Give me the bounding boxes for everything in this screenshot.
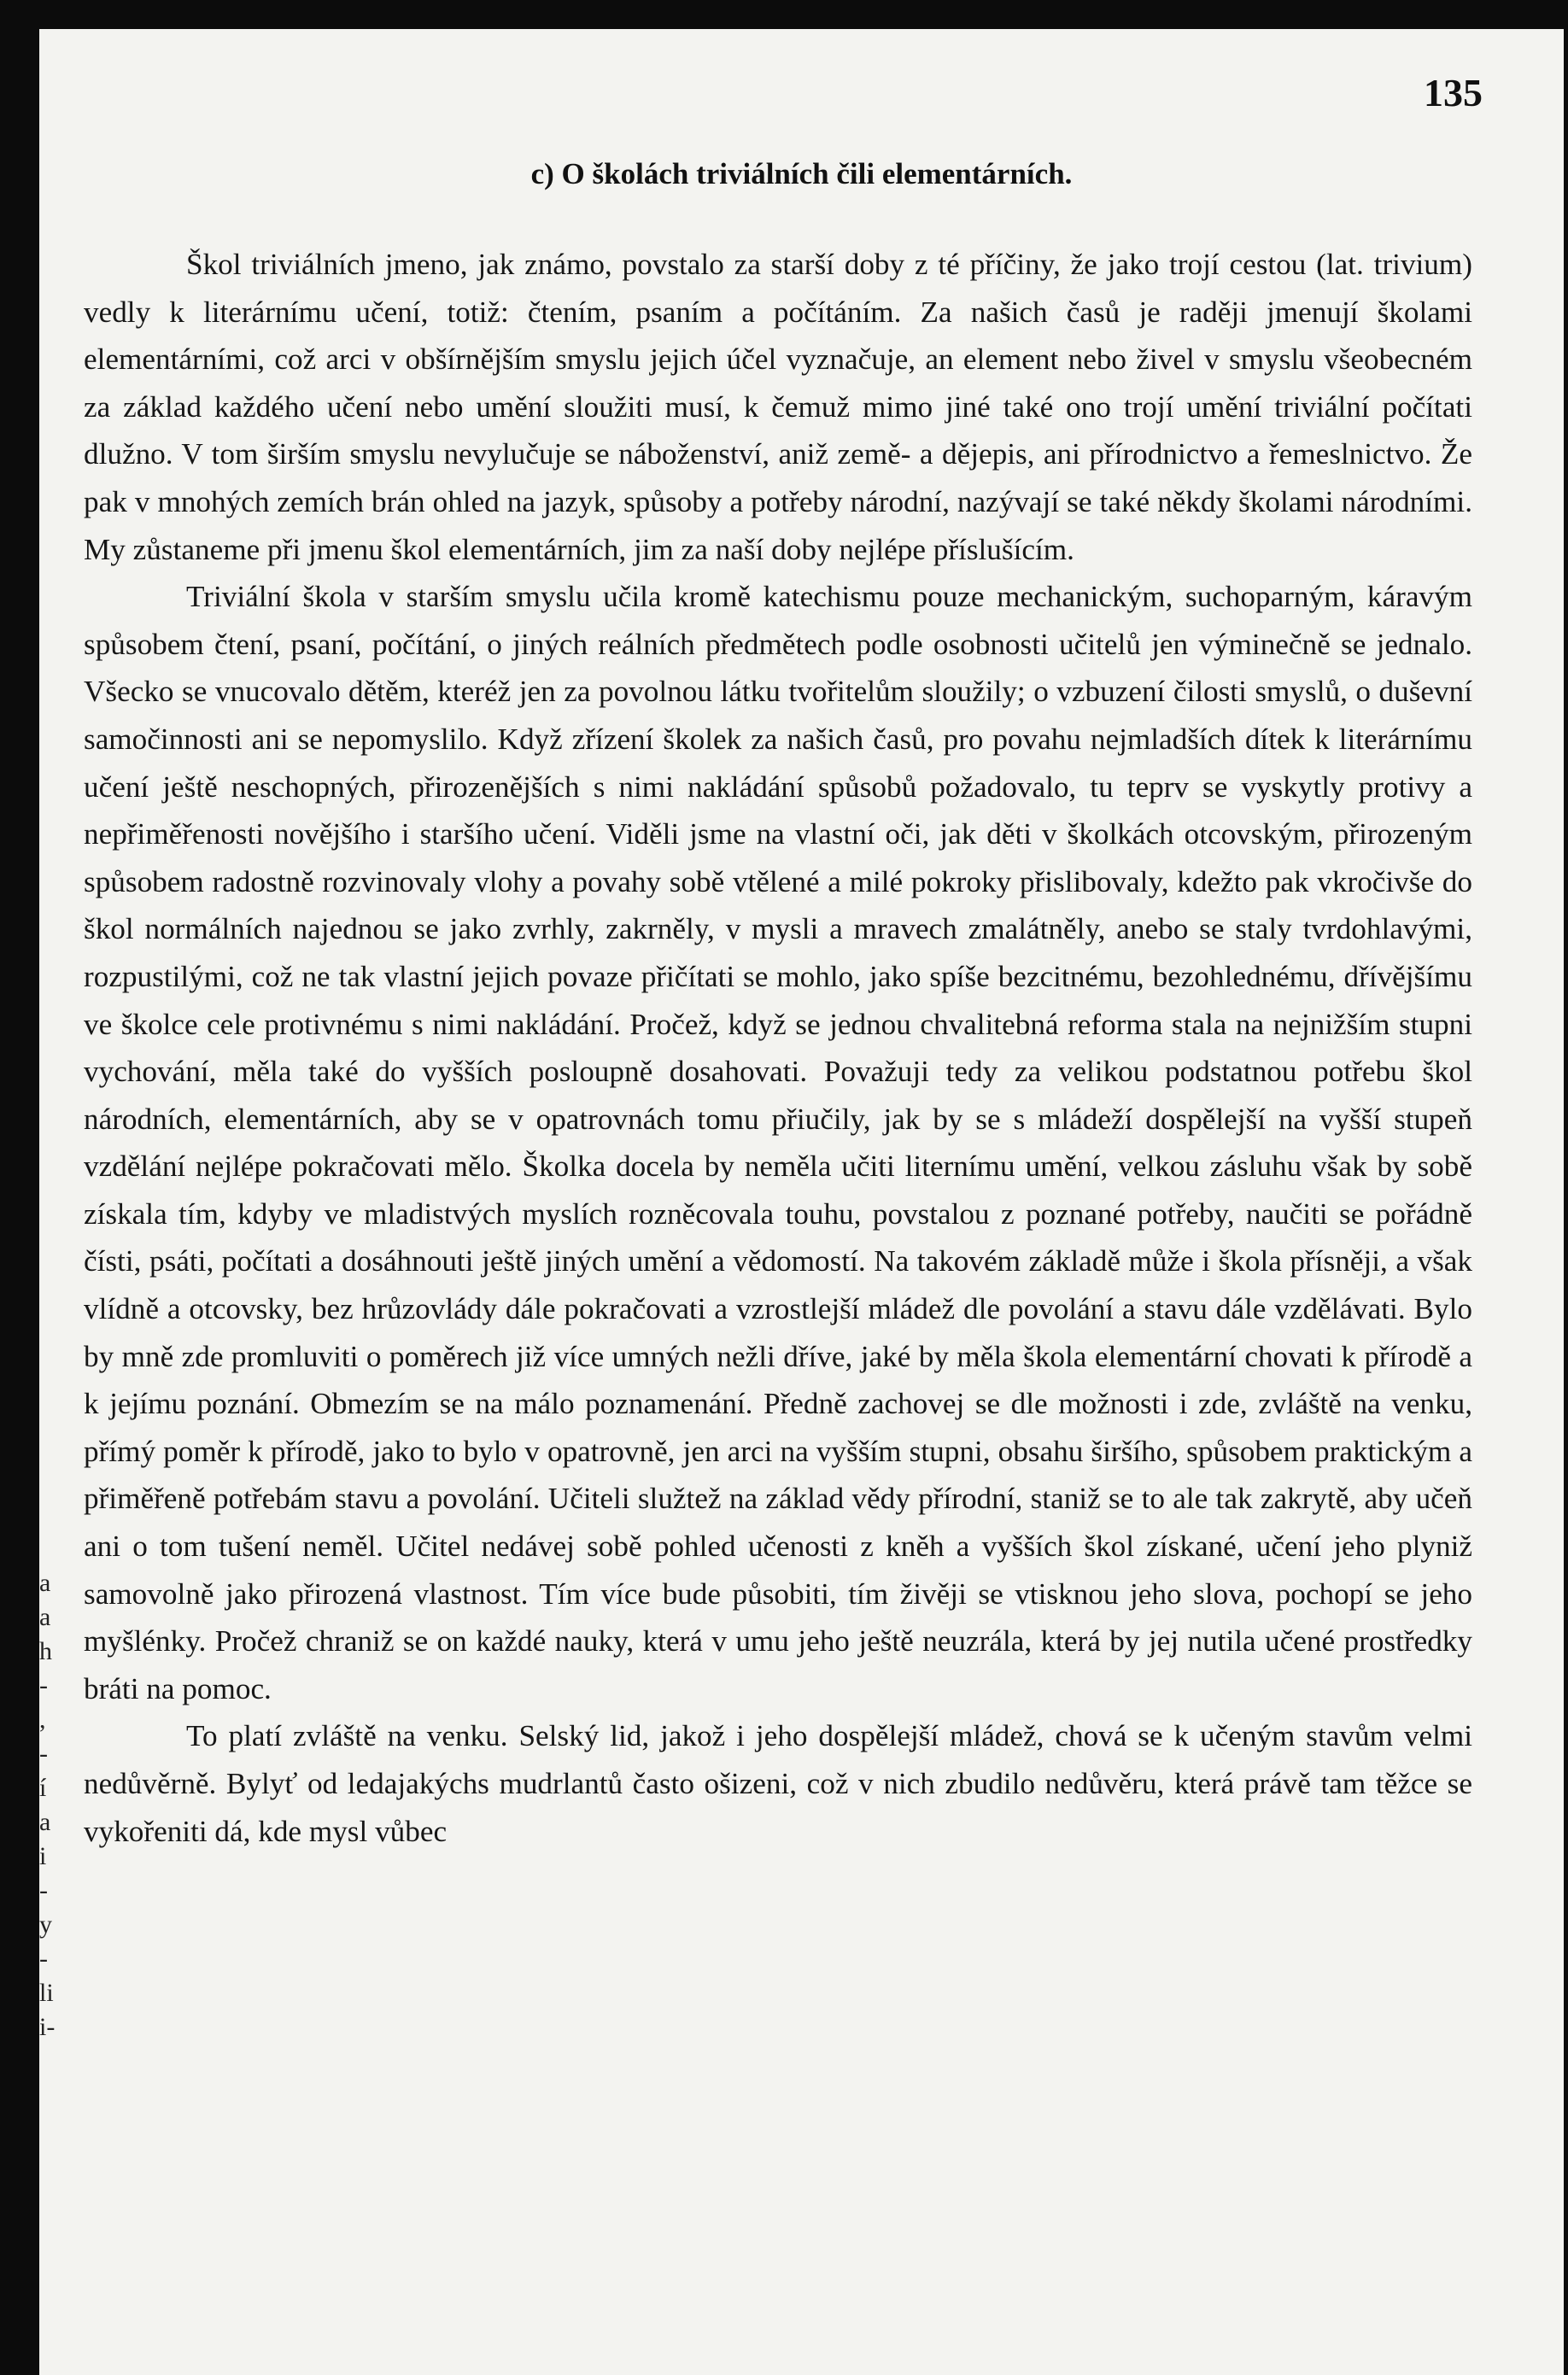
body-text <box>84 241 1472 1855</box>
margin-fragment: - <box>39 1945 48 1973</box>
margin-fragment: h <box>39 1637 52 1665</box>
page-number: 135 <box>1424 71 1483 114</box>
paragraph: To platí zvláště na venku. Selský lid, jakož i jeho dospělejší mládež, chová se k učeným stavům velmi nedůvěrně. Bylyť od ledajakýchs mudrlantů často ošizeni, což v nich zbudilo nedůvěru, která právě tam těžce se vykořeniti dá, kde mysl vůbec <box>84 1719 1472 1848</box>
book-page <box>39 29 1564 2375</box>
section-heading: c) O školách triviálních čili elementárních. <box>530 157 1073 190</box>
paragraph: Škol triviálních jmeno, jak známo, povstalo za starší doby z té příčiny, že jako trojí cestou (lat. trivium) vedly k literárnímu učení, totiž: čtením, psaním a počítáním. Za našich časů je raději jmenují školami elementárními, což arci v obšírnějším smyslu jejich účel vyznačuje, an element nebo živel v smyslu všeobecném za základ každého učení nebo umění sloužiti musí, k čemuž mimo jiné také ono trojí umění triviální počítati dlužno. V tom širším smyslu nevylučuje se náboženství, aniž země- a dějepis, ani přírodnictvo a řemeslnictvo. Že pak v mnohých zemích brán ohled na jazyk, spůsoby a potřeby národní, nazývají se také někdy školami národními. My zůstaneme při jmenu škol elementárních, jim za naší doby nejlépe příslušícím. <box>84 248 1472 566</box>
margin-fragment: , <box>39 1705 46 1734</box>
margin-fragment: - <box>39 1876 48 1904</box>
margin-fragment: a <box>39 1603 51 1631</box>
margin-fragment: í <box>39 1774 47 1802</box>
margin-fragment: li <box>39 1979 54 2007</box>
margin-fragment: i- <box>39 2013 56 2041</box>
margin-fragment: i <box>39 1842 47 1870</box>
margin-fragment: a <box>39 1808 51 1836</box>
margin-fragment: - <box>39 1671 48 1699</box>
margin-fragment: a <box>39 1569 51 1597</box>
margin-fragment: y <box>39 1910 52 1939</box>
left-margin-fragments <box>39 1566 58 2044</box>
margin-fragment: - <box>39 1740 48 1768</box>
paragraph: Triviální škola v starším smyslu učila kromě katechismu pouze mechanickým, suchoparným, káravým spůsobem čtení, psaní, počítání, o jiných reálních předmětech podle osobnosti učitelů jen výminečně se jednalo. Všecko se vnucovalo dětěm, kteréž jen za povolnou látku tvořitelům sloužily; o vzbuzení čilosti smyslů, o duševní samočinnosti ani se nepomyslilo. Když zřízení školek za našich časů, pro povahu nejmladších dítek k literárnímu učení ještě neschopných, přirozenějších s nimi nakládání spůsobů požadovalo, tu teprv se vyskytly protivy a nepřiměřenosti novějšího i staršího učení. Viděli jsme na vlastní oči, jak děti v školkách otcovským, přirozeným spůsobem radostně rozvinovaly vlohy a povahy sobě vtělené a milé pokroky přislibovaly, kdežto pak vkročivše do škol normálních najednou se jako zvrhly, zakrněly, v mysli a mravech zmalátněly, anebo se staly tvrdohlavými, rozpustilými, což ne tak vlastní jejich povaze přičítati se mohlo, jako spíše bezcitnému, bezohlednému, dřívějšímu ve školce cele protivnému s nimi nakládání. Pročež, když se jednou chvalitebná reforma stala na nejnižším stupni vychování, měla také do vyšších posloupně dosahovati. Považuji tedy za velikou podstatnou potřebu škol národních, elementárních, aby se v opatrovnách tomu přiučily, jak by se s mládeží dospělejší na vyšší stupeň vzdělání nejlépe pokračovati mělo. Školka docela by neměla učiti liternímu umění, velkou zásluhu však by sobě získala tím, kdyby ve mladistvých myslích rozněcovala touhu, povstalou z poznané potřeby, naučiti se pořádně čísti, psáti, počítati a dosáhnouti ještě jiných umění a vědomostí. Na takovém základě může i škola přísněji, a však vlídně a otcovsky, bez hrůzovlády dále pokračovati a vzrostlejší mládež dle povolání a stavu dále vzdělávati. Bylo by mně zde promluviti o poměrech již více umných nežli dříve, jaké by měla škola elementární chovati k přírodě a k jejímu poznání. Obmezím se na málo poznamenání. Předně zachovej se dle možnosti i zde, zvláště na venku, přímý poměr k přírodě, jako to bylo v opatrovně, jen arci na vyšším stupni, obsahu širšího, spůsobem praktickým a přiměřeně potřebám stavu a povolání. Učiteli služtež na základ vědy přírodní, staniž se to ale tak zakrytě, aby učeň ani o tom tušení neměl. Učitel nedávej sobě pohled učenosti z kněh a vyšších škol získané, učení jeho plyniž samovolně jako přirozená vlastnost. Tím více bude působiti, tím živěji se vtisknou jeho slova, pochopí se jeho myšlénky. Pročež chraniž se on každé nauky, která v umu jeho ještě neuzrála, která by jej nutila učené prostředky bráti na pomoc. <box>84 580 1472 1705</box>
